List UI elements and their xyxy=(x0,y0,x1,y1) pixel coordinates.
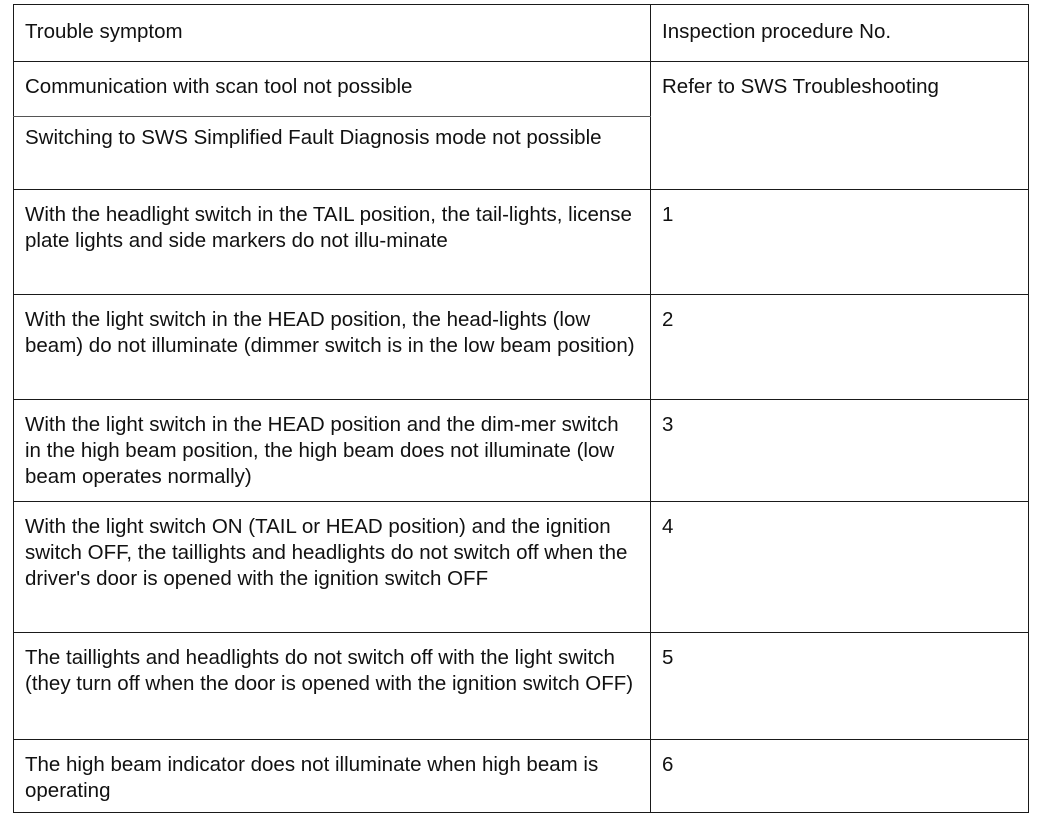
symptom-cell: With the light switch in the HEAD position and the dim-mer switch in the high beam position, the high beam does not illuminate (low beam operates normally) xyxy=(14,400,651,502)
procedure-cell: Refer to SWS Troubleshooting xyxy=(651,62,1029,190)
symptom-cell: Switching to SWS Simplified Fault Diagnosis mode not possible xyxy=(14,117,651,190)
table-row xyxy=(14,295,1029,400)
header-trouble-symptom: Trouble symptom xyxy=(14,5,651,62)
table-row xyxy=(14,633,1029,740)
symptom-cell: The taillights and headlights do not switch off with the light switch (they turn off when the door is opened with the ignition switch OFF) xyxy=(14,633,651,740)
table-row xyxy=(14,190,1029,295)
procedure-cell: 4 xyxy=(651,502,1029,633)
procedure-cell: 6 xyxy=(651,740,1029,813)
table-row xyxy=(14,62,1029,117)
table-row xyxy=(14,400,1029,502)
symptom-cell: With the light switch ON (TAIL or HEAD position) and the ignition switch OFF, the taillights and headlights do not switch off when the driver's door is opened with the ignition switch OFF xyxy=(14,502,651,633)
symptom-cell: With the headlight switch in the TAIL position, the tail-lights, license plate lights and side markers do not illu-minate xyxy=(14,190,651,295)
symptom-cell: With the light switch in the HEAD position, the head-lights (low beam) do not illuminate (dimmer switch is in the low beam position) xyxy=(14,295,651,400)
symptom-cell: Communication with scan tool not possible xyxy=(14,62,651,117)
header-inspection-procedure: Inspection procedure No. xyxy=(651,5,1029,62)
table-header-row xyxy=(14,5,1029,62)
procedure-cell: 2 xyxy=(651,295,1029,400)
procedure-cell: 3 xyxy=(651,400,1029,502)
table-row xyxy=(14,740,1029,813)
table-row xyxy=(14,502,1029,633)
symptom-cell: The high beam indicator does not illuminate when high beam is operating xyxy=(14,740,651,813)
procedure-cell: 5 xyxy=(651,633,1029,740)
troubleshooting-table xyxy=(13,4,1029,813)
procedure-cell: 1 xyxy=(651,190,1029,295)
